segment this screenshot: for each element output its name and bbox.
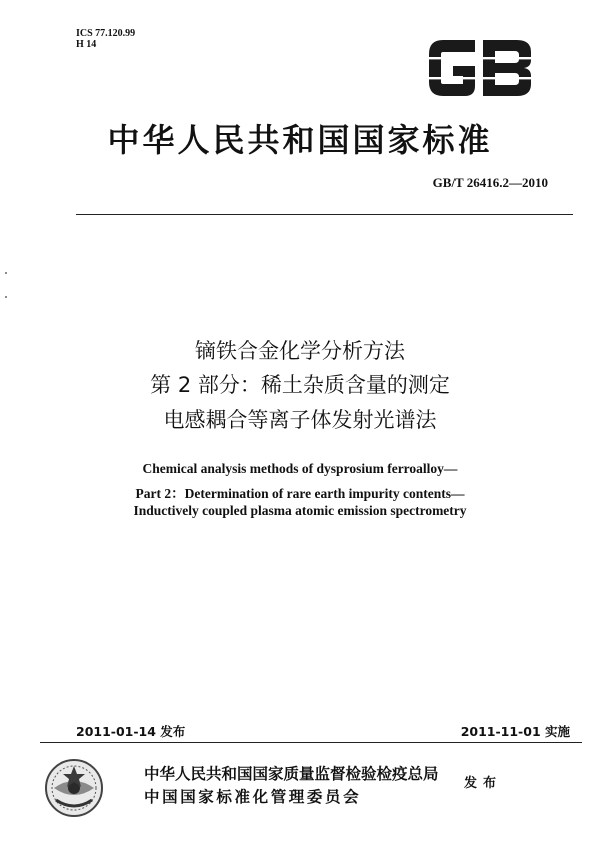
issuer-sac: 中国国家标准化管理委员会 <box>144 787 362 806</box>
national-standard-heading: 中华人民共和国国家标准 <box>107 121 493 159</box>
header-divider <box>76 214 573 215</box>
footer-divider <box>40 742 582 743</box>
implementation-date: 2011-11-01 实施 <box>460 724 570 739</box>
official-seal-icon <box>44 758 104 818</box>
scan-speck <box>5 296 7 298</box>
issuer-aqsiq: 中华人民共和国国家质量监督检验检疫总局 <box>144 764 439 783</box>
publish-label: 发布 <box>464 776 503 791</box>
issue-date: 2011-01-14 发布 <box>76 724 186 739</box>
scan-speck <box>5 272 7 274</box>
ics-code: ICS 77.120.99 <box>76 28 136 39</box>
title-cn-line-3: 电感耦合等离子体发射光谱法 <box>163 408 437 432</box>
title-cn-line-2: 第 2 部分：稀土杂质含量的测定 <box>150 373 450 397</box>
classification-codes <box>76 28 135 50</box>
ccs-code: H 14 <box>76 39 97 50</box>
standard-number: GB/T 26416.2—2010 <box>432 175 548 190</box>
title-cn-line-1: 镝铁合金化学分析方法 <box>195 339 405 363</box>
title-en-line-3: Inductively coupled plasma atomic emission spectrometry <box>133 503 467 518</box>
gb-logo <box>425 38 535 98</box>
title-en-line-1: Chemical analysis methods of dysprosium ferroalloy— <box>142 461 458 476</box>
title-en-line-2: Part 2：Determination of rare earth impurity contents— <box>135 486 465 501</box>
